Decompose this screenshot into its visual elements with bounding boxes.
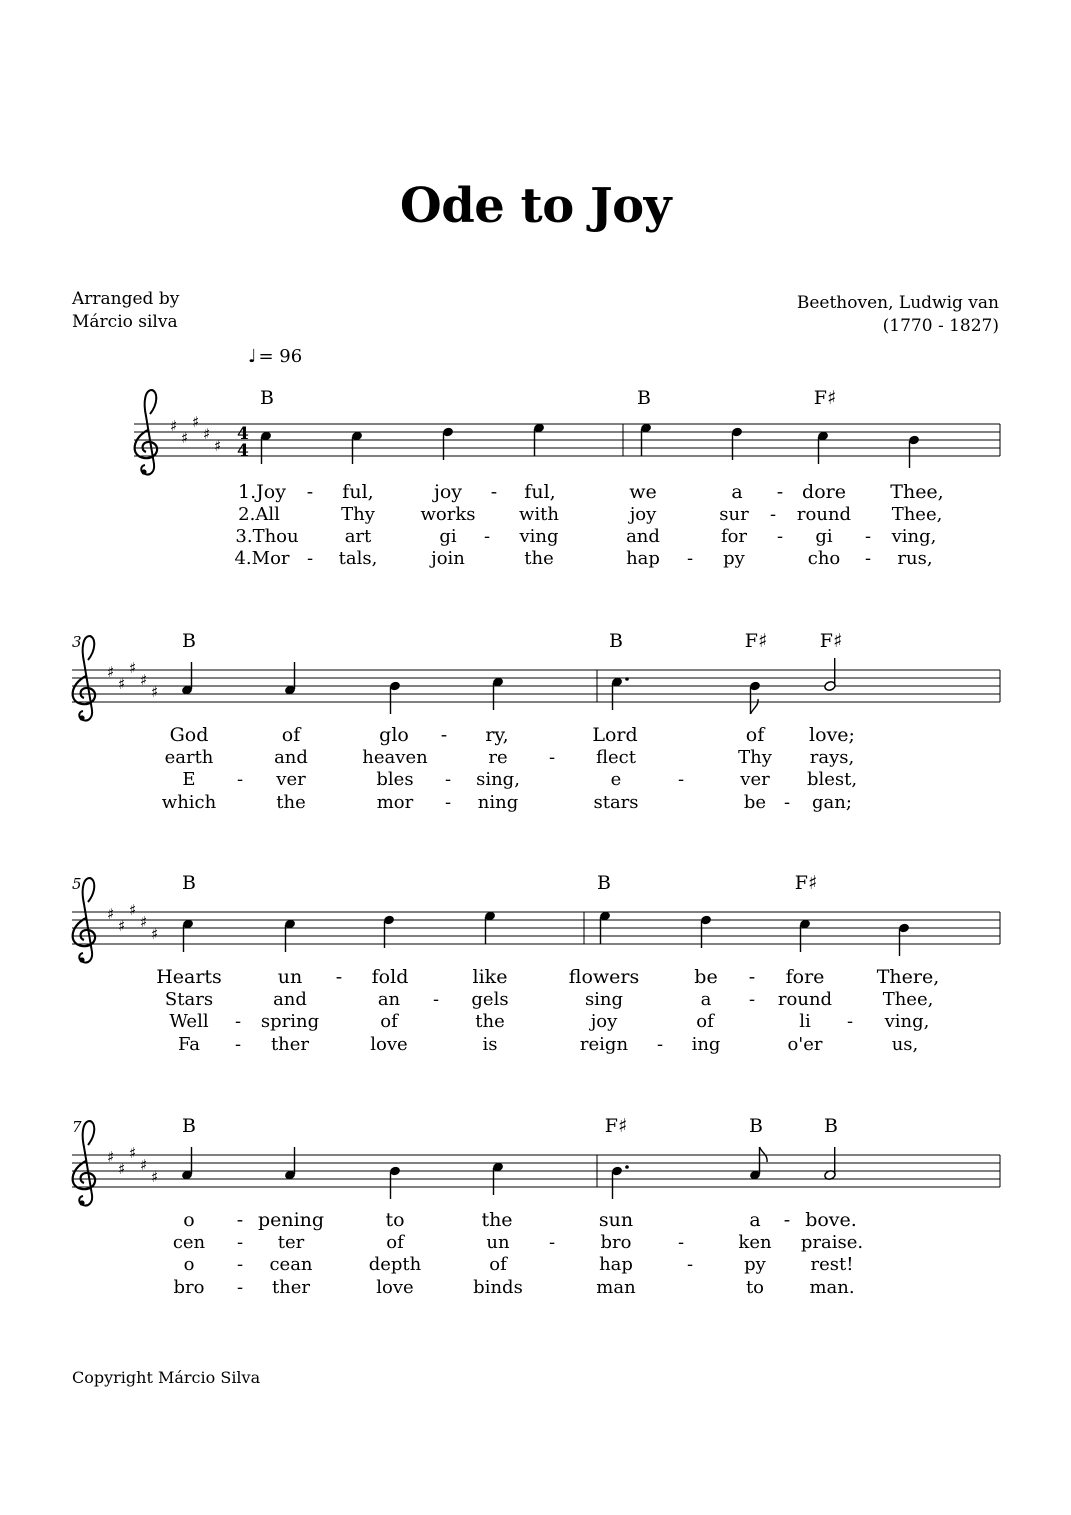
lyric-syllable: There, [876, 966, 940, 988]
chord-symbol: F♯ [744, 630, 768, 652]
chord-symbols [182, 872, 817, 894]
lyric-syllable: the [475, 1011, 505, 1032]
lyrics-verse-2 [165, 989, 933, 1010]
chord-symbols [182, 1115, 838, 1137]
lyric-hyphen: - [864, 548, 872, 569]
lyric-hyphen: - [776, 526, 784, 547]
lyric-syllable: Thee, [891, 504, 943, 525]
lyric-hyphen: - [846, 1011, 854, 1032]
lyric-syllable: love [376, 1277, 414, 1298]
lyric-syllable: li [799, 1011, 811, 1032]
lyric-syllable: of [696, 1011, 714, 1032]
lyric-syllable: 3.Thou [235, 526, 299, 547]
lyric-hyphen: - [548, 747, 556, 768]
lyric-hyphen: - [686, 1254, 694, 1275]
lyric-syllable: o [183, 1209, 195, 1231]
chord-symbol: B [597, 872, 611, 894]
lyric-syllable: a [749, 1209, 761, 1231]
lyric-syllable: joy [433, 481, 463, 503]
lyric-syllable: flect [596, 747, 636, 768]
key-signature [170, 413, 221, 455]
lyric-syllable: man. [809, 1277, 855, 1298]
svg-text:♯: ♯ [181, 429, 189, 447]
lyric-syllable: of [281, 724, 301, 746]
measure-number: 5 [72, 875, 82, 893]
composer-dates: (1770 - 1827) [882, 316, 999, 336]
lyric-syllable: 1.Joy [238, 481, 286, 503]
lyric-syllable: sun [598, 1209, 634, 1231]
lyric-syllable: fore [785, 966, 825, 988]
lyric-syllable: man [596, 1277, 636, 1298]
lyric-syllable: re [488, 747, 508, 768]
lyric-syllable: the [524, 548, 554, 569]
lyric-syllable: rays, [809, 747, 855, 768]
lyric-syllable: is [482, 1034, 498, 1055]
lyric-syllable: ing [691, 1034, 721, 1055]
measure-number: 3 [72, 633, 82, 651]
lyric-syllable: and [274, 747, 308, 768]
lyric-syllable: dore [802, 481, 846, 503]
lyric-syllable: us, [891, 1034, 919, 1055]
svg-text:♯: ♯ [140, 1156, 148, 1174]
chord-symbol: B [182, 872, 196, 894]
lyric-syllable: of [489, 1254, 507, 1275]
lyric-hyphen: - [864, 526, 872, 547]
flag [751, 699, 759, 714]
lyric-syllable: stars [593, 792, 639, 813]
svg-text:♯: ♯ [151, 1168, 159, 1186]
lyric-syllable: of [386, 1232, 404, 1253]
lyric-syllable: reign [579, 1034, 629, 1055]
lyrics-verse-3 [169, 1011, 929, 1032]
lyric-syllable: ther [270, 1034, 310, 1055]
lyric-syllable: Well [169, 1011, 209, 1032]
chord-symbol: F♯ [794, 872, 818, 894]
lyric-syllable: rus, [897, 548, 933, 569]
lyric-syllable: ver [740, 769, 770, 790]
chord-symbol: B [182, 630, 196, 652]
score-title: Ode to Joy [399, 178, 672, 234]
lyric-hyphen: - [776, 481, 784, 503]
lyric-syllable: ver [276, 769, 306, 790]
lyrics-verse-2 [165, 747, 855, 768]
lyric-syllable: E [182, 769, 196, 790]
lyric-syllable: a [731, 481, 743, 503]
lyric-syllable: bro [173, 1277, 205, 1298]
lyric-syllable: un [277, 966, 303, 988]
lyric-syllable: glo [379, 724, 409, 746]
lyric-hyphen: - [236, 1254, 244, 1275]
key-signature [107, 1144, 158, 1186]
time-signature [237, 424, 249, 461]
lyric-syllable: bro [600, 1232, 632, 1253]
lyrics-verse-2 [238, 504, 942, 525]
lyric-syllable: like [472, 966, 508, 988]
lyric-syllable: fold [371, 966, 409, 988]
lyrics [234, 481, 943, 569]
lyric-syllable: heaven [362, 747, 428, 768]
chord-symbol: B [824, 1115, 838, 1137]
lyric-syllable: Fa [178, 1034, 200, 1055]
lyrics-verse-2 [173, 1232, 863, 1253]
lyric-syllable: we [629, 481, 657, 503]
lyric-syllable: gi [815, 526, 833, 547]
lyric-syllable: love [370, 1034, 408, 1055]
augmentation-dot [625, 677, 629, 681]
svg-text:♯: ♯ [170, 417, 178, 435]
lyric-hyphen: - [234, 1011, 242, 1032]
measure-number: 7 [72, 1118, 82, 1136]
lyric-syllable: rest! [810, 1254, 854, 1275]
lyric-hyphen: - [686, 548, 694, 569]
lyric-syllable: Thy [738, 747, 772, 768]
chord-symbol: F♯ [819, 630, 843, 652]
lyrics-verse-3 [182, 769, 857, 790]
arranger-name: Márcio silva [72, 312, 178, 332]
chord-symbol: F♯ [604, 1115, 628, 1137]
lyric-hyphen: - [236, 1209, 244, 1231]
lyric-syllable: hap [599, 1254, 633, 1275]
system-3 [72, 872, 1000, 1055]
svg-text:♯: ♯ [118, 1160, 126, 1178]
lyric-syllable: round [777, 989, 833, 1010]
svg-text:♯: ♯ [107, 905, 115, 923]
lyric-syllable: tals, [338, 548, 378, 569]
lyric-syllable: py [744, 1254, 766, 1275]
lyric-syllable: ving, [884, 1011, 930, 1032]
lyric-syllable: un [486, 1232, 510, 1253]
lyric-syllable: and [626, 526, 660, 547]
lyric-syllable: flowers [568, 966, 640, 988]
chord-symbol: B [182, 1115, 196, 1137]
svg-text:♯: ♯ [203, 425, 211, 443]
lyric-syllable: depth [368, 1254, 422, 1275]
lyric-hyphen: - [234, 1034, 242, 1055]
lyric-hyphen: - [677, 769, 685, 790]
lyric-syllable: bles [376, 769, 414, 790]
lyric-syllable: round [796, 504, 852, 525]
lyric-hyphen: - [236, 1277, 244, 1298]
lyric-syllable: to [385, 1209, 405, 1231]
lyric-syllable: a [700, 989, 712, 1010]
time-sig-bottom: 4 [237, 441, 249, 461]
chord-symbol: B [749, 1115, 763, 1137]
lyric-syllable: bove. [805, 1209, 857, 1231]
lyric-hyphen: - [432, 989, 440, 1010]
lyric-syllable: love; [809, 724, 855, 746]
lyric-hyphen: - [440, 724, 448, 746]
lyric-syllable: and [273, 989, 307, 1010]
lyric-hyphen: - [748, 989, 756, 1010]
lyrics-verse-1 [156, 966, 939, 988]
lyric-syllable: art [344, 526, 372, 547]
svg-text:♯: ♯ [129, 659, 137, 677]
lyric-syllable: praise. [800, 1232, 864, 1253]
lyric-syllable: py [723, 548, 745, 569]
lyric-syllable: with [519, 504, 559, 525]
lyric-syllable: o'er [787, 1034, 823, 1055]
lyrics-verse-1 [238, 481, 944, 503]
lyric-hyphen: - [483, 526, 491, 547]
lyric-syllable: gi [439, 526, 457, 547]
lyric-syllable: for [720, 526, 748, 547]
lyric-hyphen: - [783, 1209, 791, 1231]
lyric-syllable: 2.All [238, 504, 280, 525]
lyric-syllable: cean [269, 1254, 313, 1275]
lyric-hyphen: - [748, 966, 756, 988]
chord-symbol: B [260, 387, 274, 409]
lyric-syllable: the [276, 792, 306, 813]
lyrics-verse-4 [162, 792, 852, 813]
lyric-syllable: earth [164, 747, 214, 768]
lyrics-verse-3 [184, 1254, 854, 1275]
lyrics-verse-3 [235, 526, 936, 547]
lyric-syllable: ving, [891, 526, 937, 547]
lyric-hyphen: - [783, 792, 791, 813]
lyric-syllable: Thee, [890, 481, 944, 503]
lyric-syllable: ning [477, 792, 519, 813]
lyric-syllable: blest, [806, 769, 858, 790]
lyric-hyphen: - [769, 504, 777, 525]
lyric-syllable: join [431, 548, 465, 569]
lyric-hyphen: - [548, 1232, 556, 1253]
lyric-syllable: of [380, 1011, 398, 1032]
staff-lines [72, 670, 1000, 702]
lyric-syllable: e [610, 769, 622, 790]
svg-text:♯: ♯ [151, 683, 159, 701]
svg-text:♯: ♯ [129, 1144, 137, 1162]
lyric-syllable: Hearts [156, 966, 222, 988]
lyrics-verse-1 [183, 1209, 857, 1231]
system-1 [134, 387, 1000, 569]
lyric-syllable: the [481, 1209, 513, 1231]
staff-lines [134, 424, 1000, 456]
lyric-syllable: mor [376, 792, 414, 813]
quarter-note-icon: ♩ [248, 346, 257, 367]
lyrics-verse-4 [234, 548, 932, 569]
lyric-syllable: ter [277, 1232, 305, 1253]
chord-symbols [182, 630, 842, 652]
system-4 [72, 1115, 1000, 1298]
svg-text:♯: ♯ [118, 675, 126, 693]
lyric-hyphen: - [236, 1232, 244, 1253]
lyric-hyphen: - [236, 769, 244, 790]
svg-text:♯: ♯ [214, 437, 222, 455]
lyric-hyphen: - [490, 481, 498, 503]
svg-text:♯: ♯ [151, 925, 159, 943]
svg-text:♯: ♯ [140, 671, 148, 689]
lyric-syllable: Thee, [882, 989, 934, 1010]
lyric-syllable: binds [473, 1277, 523, 1298]
lyric-syllable: Stars [164, 989, 214, 1010]
svg-text:♯: ♯ [192, 413, 200, 431]
chord-symbols [260, 387, 836, 409]
copyright-notice: Copyright Márcio Silva [72, 1368, 261, 1387]
lyrics-verse-1 [170, 724, 855, 746]
augmentation-dot [625, 1165, 629, 1169]
lyric-syllable: sing [584, 989, 624, 1010]
lyric-hyphen: - [306, 481, 314, 503]
svg-text:♯: ♯ [118, 917, 126, 935]
lyric-syllable: works [420, 504, 476, 525]
tempo-value: = 96 [258, 346, 303, 367]
lyric-syllable: sur [719, 504, 749, 525]
notes [182, 911, 910, 956]
lyric-syllable: joy [590, 1011, 618, 1032]
lyric-syllable: gels [471, 989, 509, 1010]
lyric-syllable: be [743, 792, 767, 813]
staff-lines [72, 912, 1000, 944]
lyric-syllable: ry, [485, 724, 509, 746]
lyric-syllable: cen [172, 1232, 206, 1253]
lyric-syllable: God [169, 724, 209, 746]
lyric-syllable: an [377, 989, 401, 1010]
lyric-syllable: of [745, 724, 765, 746]
lyric-syllable: Lord [592, 724, 638, 746]
lyric-syllable: hap [626, 548, 660, 569]
lyrics [156, 966, 939, 1055]
lyric-syllable: o [183, 1254, 195, 1275]
svg-text:♯: ♯ [107, 663, 115, 681]
notes [260, 423, 920, 468]
lyric-syllable: gan; [812, 792, 852, 813]
staff-lines [72, 1155, 1000, 1187]
lyric-hyphen: - [656, 1034, 664, 1055]
chord-symbol: B [609, 630, 623, 652]
lyrics [162, 724, 857, 813]
lyric-syllable: ful, [342, 481, 374, 503]
arranger-label: Arranged by [72, 289, 180, 309]
lyric-hyphen: - [444, 769, 452, 790]
svg-text:♯: ♯ [140, 913, 148, 931]
lyric-hyphen: - [306, 548, 314, 569]
lyrics-verse-4 [174, 1277, 855, 1298]
lyric-syllable: sing, [476, 769, 520, 790]
chord-symbol: F♯ [813, 387, 837, 409]
key-signature [107, 901, 158, 943]
lyric-syllable: pening [257, 1209, 325, 1231]
lyric-syllable: cho [807, 548, 841, 569]
lyric-hyphen: - [335, 966, 343, 988]
lyric-syllable: joy [629, 504, 657, 525]
svg-text:♯: ♯ [107, 1148, 115, 1166]
key-signature [107, 659, 158, 701]
lyrics-verse-4 [178, 1034, 918, 1055]
lyric-syllable: which [161, 792, 217, 813]
chord-symbol: B [637, 387, 651, 409]
lyrics [173, 1209, 863, 1298]
lyric-syllable: ken [738, 1232, 772, 1253]
lyric-syllable: Thy [341, 504, 375, 525]
lyric-syllable: 4.Mor [234, 548, 290, 569]
lyric-syllable: ful, [524, 481, 556, 503]
time-sig-top: 4 [237, 424, 249, 444]
lyric-syllable: be [694, 966, 718, 988]
lyric-syllable: to [745, 1277, 765, 1298]
lyric-syllable: ther [271, 1277, 311, 1298]
lyric-hyphen: - [677, 1232, 685, 1253]
lyric-syllable: ving [519, 526, 559, 547]
lyric-syllable: spring [260, 1011, 320, 1032]
composer-name: Beethoven, Ludwig van [796, 293, 999, 313]
system-2 [72, 630, 1000, 813]
lyric-hyphen: - [444, 792, 452, 813]
svg-text:♯: ♯ [129, 901, 137, 919]
